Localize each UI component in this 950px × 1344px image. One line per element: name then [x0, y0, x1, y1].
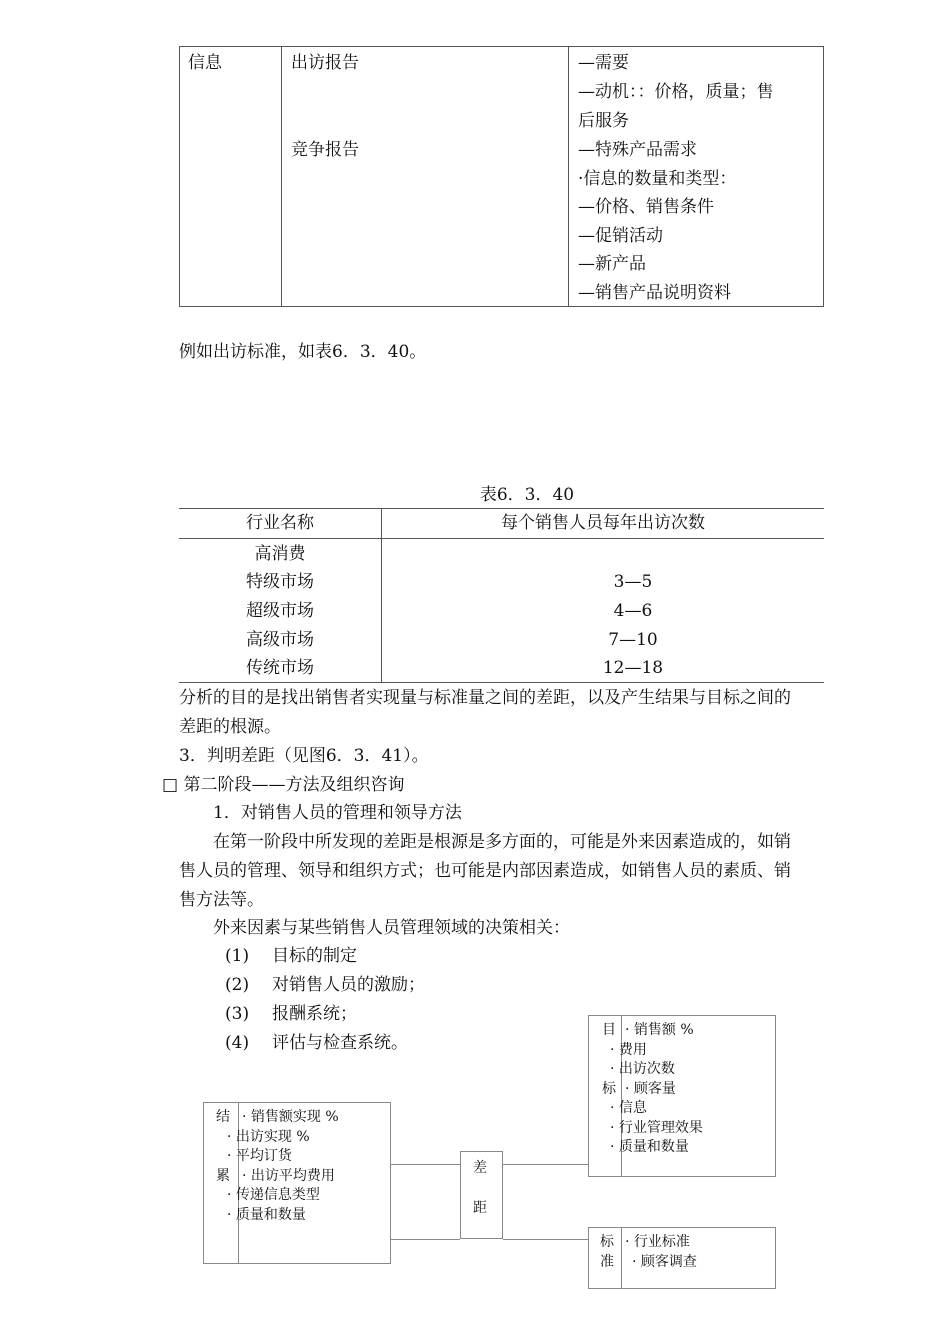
stage-heading: □ 第二阶段——方法及组织咨询	[162, 775, 405, 795]
info-detail-line: —动机：：价格，质量；售	[578, 82, 774, 102]
industry-name: 特级市场	[246, 572, 314, 592]
target-item: · 出访次数	[610, 1061, 675, 1077]
gap-label: 距	[473, 1200, 487, 1216]
paragraph-line: 在第一阶段中所发现的差距是根源是多方面的，可能是外来因素造成的，如销	[213, 832, 791, 852]
target-item: · 行业管理效果	[610, 1120, 703, 1136]
list-number: (3)	[225, 1004, 250, 1024]
list-item: 对销售人员的激励；	[272, 975, 425, 995]
intro-paragraph: 例如出访标准，如表6．3．40。	[179, 342, 427, 362]
info-detail-line: ·信息的数量和类型：	[578, 169, 737, 189]
result-item: · 质量和数量	[227, 1207, 306, 1223]
industry-name: 高级市场	[246, 630, 314, 650]
step-heading: 3．判明差距（见图6．3．41）。	[179, 746, 429, 766]
result-item: · 出访实现 %	[227, 1129, 310, 1145]
industry-name: 超级市场	[246, 601, 314, 621]
column-header: 每个销售人员每年出访次数	[501, 513, 705, 533]
visit-report: 出访报告	[291, 53, 359, 73]
visit-count: 12—18	[602, 658, 664, 678]
industry-name: 传统市场	[246, 658, 314, 678]
info-category: 信息	[188, 53, 222, 73]
info-detail-line: —促销活动	[578, 226, 663, 246]
paragraph-line: 分析的目的是找出销售者实现量与标准量之间的差距，以及产生结果与目标之间的	[179, 688, 791, 708]
list-number: (2)	[225, 975, 250, 995]
target-label: 目	[602, 1022, 616, 1038]
column-header: 行业名称	[246, 513, 314, 533]
info-detail-line: —特殊产品需求	[578, 140, 697, 160]
visit-count: 3—5	[613, 572, 653, 592]
info-detail-line: —价格、销售条件	[578, 197, 714, 217]
info-detail-line: —销售产品说明资料	[578, 283, 731, 303]
gap-label: 差	[473, 1160, 487, 1176]
result-label: 结	[216, 1109, 230, 1125]
competition-report: 竞争报告	[291, 140, 359, 160]
paragraph-line: 售人员的管理、领导和组织方式；也可能是内部因素造成，如销售人员的素质、销	[179, 861, 791, 881]
standard-label: 准	[600, 1254, 614, 1270]
table-caption: 表6．3．40	[479, 485, 575, 505]
target-item: · 费用	[610, 1042, 647, 1058]
list-number: (1)	[225, 946, 250, 966]
target-item: · 销售额 %	[625, 1022, 694, 1038]
target-item: · 信息	[610, 1100, 647, 1116]
visit-count: 4—6	[613, 601, 653, 621]
standard-item: · 顾客调查	[632, 1254, 697, 1270]
target-item: · 顾客量	[625, 1081, 676, 1097]
target-label: 标	[602, 1081, 616, 1097]
result-item: · 传递信息类型	[227, 1187, 320, 1203]
result-label: 累	[216, 1168, 230, 1184]
info-detail-line: —新产品	[578, 254, 646, 274]
standard-item: · 行业标准	[625, 1234, 690, 1250]
paragraph-line: 差距的根源。	[179, 717, 281, 737]
industry-name: 高消费	[254, 544, 306, 564]
result-item: · 出访平均费用	[242, 1168, 335, 1184]
result-item: · 平均订货	[227, 1148, 292, 1164]
sub-heading: 1．对销售人员的管理和领导方法	[213, 803, 462, 823]
info-detail-line: 后服务	[578, 111, 629, 131]
paragraph-line: 售方法等。	[179, 890, 264, 910]
paragraph-line: 外来因素与某些销售人员管理领域的决策相关：	[213, 918, 570, 938]
target-item: · 质量和数量	[610, 1139, 689, 1155]
list-number: (4)	[225, 1033, 250, 1053]
standard-label: 标	[600, 1234, 614, 1250]
result-item: · 销售额实现 %	[242, 1109, 339, 1125]
visit-count: 7—10	[608, 630, 658, 650]
list-item: 报酬系统；	[272, 1004, 357, 1024]
list-item: 目标的制定	[272, 946, 357, 966]
list-item: 评估与检查系统。	[272, 1033, 408, 1053]
info-detail-line: —需要	[578, 53, 629, 73]
